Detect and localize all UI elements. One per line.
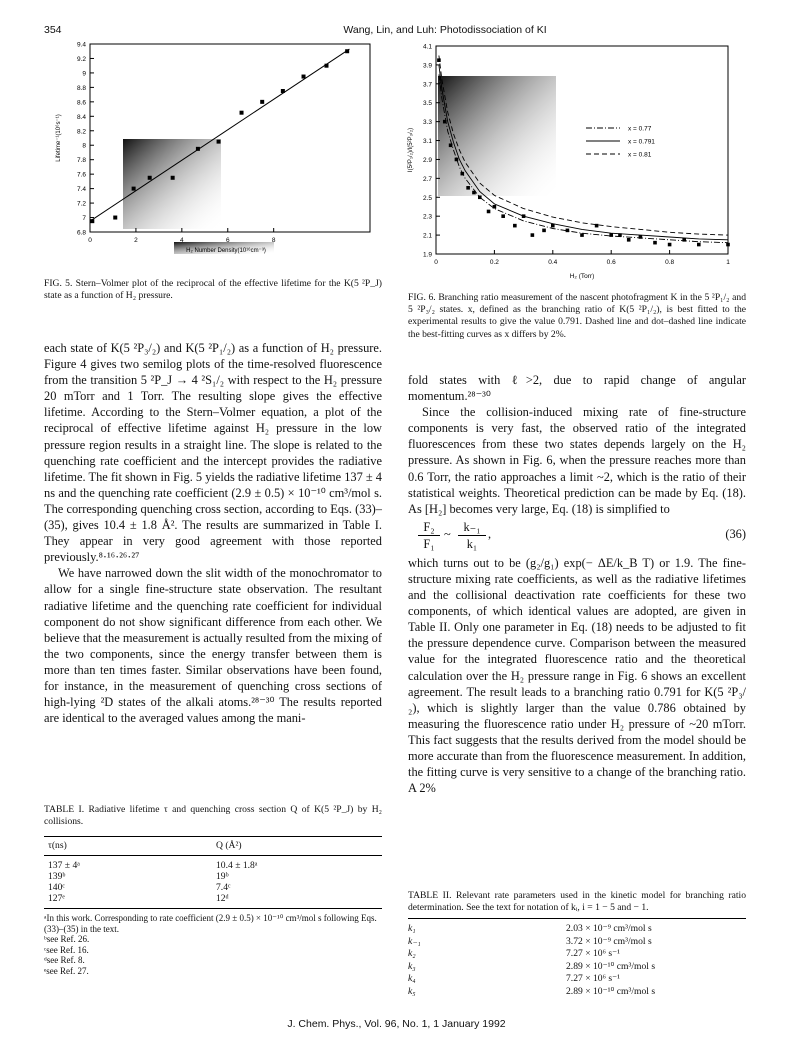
table-row [408,986,746,999]
equation-number: (36) [725,526,746,541]
legend-label: x = 0.77 [628,125,652,133]
table-cell: 2.03 × 10⁻⁹ cm³/mol s [566,923,652,934]
data-point [148,176,152,180]
data-point [697,243,701,247]
y-tick-label: 8.2 [76,128,86,136]
data-point [566,229,570,233]
table-1 [44,836,382,976]
data-point [472,191,476,195]
data-point [345,49,349,53]
table-cell: k₁ [408,923,416,934]
y-tick-label: 7.6 [76,171,86,179]
table-cell: k₅ [408,985,416,997]
data-point [90,219,94,223]
data-point [522,214,526,218]
table-cell: 19ᵇ [216,871,229,882]
data-point [437,58,441,62]
y-tick-label: 8 [82,142,86,150]
data-point [513,224,517,228]
y-tick-label: 3.1 [422,138,432,146]
x-tick-label: 0.2 [489,259,499,266]
data-point [627,238,631,242]
shading-artifact [123,139,221,229]
table-row [44,871,382,882]
data-point [682,238,686,242]
table-row [408,948,746,961]
table-footnote: ᵉsee Ref. 27. [44,965,89,976]
data-point [281,89,285,93]
y-tick-label: 8.4 [76,113,86,121]
table-cell: 10.4 ± 1.8ᵃ [216,860,258,871]
data-point [493,205,497,209]
table-row [44,860,382,871]
table-footnote: ᶜsee Ref. 16. [44,944,89,955]
table-cell: 12ᵈ [216,893,229,904]
table-1-body [44,860,382,904]
paragraph: Since the collision-induced mixing rate of fine-structure components is very fast, the observed ratio of the integrated fluorescences from these two states depends largely on the H₂ pressure. As shown in Fig. 6, when the pressure reaches more than 0.6 Torr, the ratio approaches a limit ~2, which is the ratio of their statistical weights. Theoretical prediction can be made by Eq. (18). As [H₂] becomes very large, Eq. (18) is simplified to [408,405,746,516]
y-tick-label: 9.4 [76,41,86,49]
data-point [260,100,264,104]
table-row [44,882,382,893]
data-point [639,235,643,239]
data-point [618,233,622,237]
data-point [324,64,328,68]
y-tick-label: 2.7 [422,175,432,183]
table-1-header: Q (Å²) [216,840,242,851]
figure-6-caption: FIG. 6. Branching ratio measurement of the nascent photofragment K in the 5 ²P₁/₂ and 5 ²P₃/₂ states. x, defined as the branching ratio of K(5 ²P₁/₂), is best fitted to the experimental results to give the value 0.791. Dashed line and dot–dashed line indicate the best-fitting curves as x differs by 2%. [408,292,746,340]
table-2 [408,918,746,998]
table-cell: k₂ [408,948,416,959]
legend-label: x = 0.81 [628,151,652,159]
data-point [653,241,657,245]
table-2-body [408,923,746,998]
y-tick-label: 7.2 [76,200,86,208]
paragraph: which turns out to be (g₂/g₁) exp(− ΔE/k_B T) or 1.9. The fine-structure mixing rate coefficients, as well as the radiative lifetimes and the collisional deactivation rate coefficients for these two components, of which identical values are adopted, are given in Table II. Only one parameter in Eq. (18) needs to be adjusted to fit the pressure dependence curve. Comparison between the measured value for the integrated fluorescence ratio and the theoretical calculation over the H₂ pressure range in Fig. 6 shows an excellent agreement. The result leads to a branching ratio 0.791 for K(5 ²P₃/₂), which is slightly larger than the value 0.786 obtained by measuring the fluorescence ratio under H₂ pressure of ~20 mTorr. This fact suggests that the results derived from the model should be more accurate than from the fluorescence measurement. In addition, the fitting curve is very sensitive to a change of the branching ratio. A 2% [408,555,746,796]
x-tick-label: 0 [434,259,438,266]
data-point [726,243,730,247]
data-point [466,186,470,190]
y-tick-label: 3.5 [422,100,432,108]
table-row [408,936,746,949]
data-point [302,75,306,79]
table-1-footnotes [44,908,382,976]
shading-artifact [438,76,556,196]
y-tick-label: 2.9 [422,156,432,164]
y-tick-label: 2.1 [422,232,432,240]
figure-6-chart [402,38,742,288]
y-axis-label: I(5²P₁/₂)/I(5²P₃/₂) [408,127,414,173]
y-tick-label: 1.9 [422,251,432,259]
eq-rhs-numerator: k₋₁ [458,519,486,536]
data-point [501,214,505,218]
table-row [44,893,382,904]
x-tick-label: 2 [134,237,138,244]
table-row [408,973,746,986]
table-footnote: ᵃIn this work. Corresponding to rate coefficient (2.9 ± 0.5) × 10⁻¹⁰ cm³/mol s following Eqs. (33)–(35) in the text. [44,913,377,934]
x-tick-label: 8 [271,237,276,244]
table-cell: k₋₁ [408,935,421,947]
x-axis-label: H₂ Number Density(10¹⁶cm⁻³) [186,248,266,254]
data-point [487,210,491,214]
eq-lhs-numerator: F₂ [418,519,440,536]
table-cell: 2.89 × 10⁻¹⁰ cm³/mol s [566,985,656,997]
table-row [408,961,746,974]
figure-5 [46,38,376,278]
table-row [408,923,746,936]
figure-6 [402,38,742,288]
table-2-caption: TABLE II. Relevant rate parameters used in the kinetic model for branching ratio determination. See the text for notation of kᵢ, i = 1 − 5 and − 1. [408,890,746,914]
figure-5-chart [46,38,376,278]
paragraph: each state of K(5 ²P₃/₂) and K(5 ²P₁/₂) as a function of H₂ pressure. Figure 4 gives two semilog plots of the time-resolved fluorescence from the transition 5 ²P_J → 4 ²S₁/₂ with respect to the H₂ pressure 20 mTorr and 1 Torr. The resulting slope gives the effective lifetime. According to the Stern–Volmer equation, a plot of the reciprocal of effective lifetime against H₂ pressure in the low pressure region results in a straight line. The slope is related to the quenching rate coefficient and the intercept provides the radiative lifetime. The fit shown in Fig. 5 yields the radiative lifetime 137 ± 4 ns and the quenching rate coefficient (2.9 ± 0.5) × 10⁻¹⁰ cm³/mol s. The corresponding quenching cross section, according to Eqs. (33)–(35), gives 10.4 ± 1.8 Å². The results are summarized in Table I. They appear in very good agreement with those reported previously.⁸·¹⁶·²⁶·²⁷ [44,341,382,565]
data-point [531,233,535,237]
data-point [449,143,453,147]
x-tick-label: 6 [225,237,230,244]
y-tick-label: 9 [82,70,86,78]
right-column-text [408,372,746,796]
data-point [196,147,200,151]
table-cell: 127ᵉ [48,893,65,904]
table-cell: 7.27 × 10⁶ s⁻¹ [566,973,621,984]
y-tick-label: 2.5 [422,194,432,202]
left-column-text [44,340,382,726]
table-footnote: ᵇsee Ref. 26. [44,934,90,944]
equation-36: $\frac{\text{F₂}}{\text{F₁}}$ ~ $\frac{\text{k₋₁}}{\text{k₁}}$ , (36) [408,517,746,555]
y-tick-label: 3.9 [422,62,432,70]
eq-lhs-denominator: F₁ [423,536,435,551]
data-point [171,176,175,180]
y-tick-label: 8.6 [76,99,86,107]
table-cell: 137 ± 4ᵃ [48,860,80,871]
data-point [595,224,599,228]
data-point [668,243,672,247]
paragraph: fold states with ℓ>2, due to rapid change of angular momentum.²⁸⁻³⁰ [408,373,746,404]
page-number: 354 [44,24,62,36]
y-tick-label: 6.8 [76,229,86,237]
data-point [609,233,613,237]
x-tick-label: 0 [88,237,92,244]
table-1-caption: TABLE I. Radiative lifetime τ and quenching cross section Q of K(5 ²P_J) by H₂ collisions. [44,804,382,828]
data-point [217,140,221,144]
table-cell: 3.72 × 10⁻⁹ cm³/mol s [566,935,652,947]
y-tick-label: 9.2 [76,55,86,63]
data-point [542,229,546,233]
data-point [443,120,447,124]
table-cell: 7.4ᶜ [216,882,231,893]
y-tick-label: 8.8 [76,84,86,92]
table-cell: 2.89 × 10⁻¹⁰ cm³/mol s [566,960,656,972]
y-tick-label: 3.7 [422,81,432,89]
table-cell: k₃ [408,960,416,972]
data-point [113,216,117,220]
data-point [240,111,244,115]
data-point [460,172,464,176]
table-cell: 139ᵇ [48,871,66,882]
x-tick-label: 1 [726,259,730,266]
y-tick-label: 4.1 [422,43,432,51]
paragraph: We have narrowed down the slit width of the monochromator to allow for a single fine-structure state observation. The resultant radiative lifetime and the quenching rate coefficient for individual component do not show significant difference from each other. We believe that the measurement is actually resulted from the mixing of the two components, since the energy transfer between them is more than ten times faster. Similar observations have been found, for instance, in the measurement of quenching cross sections of high-lying ²D states of the alkali atoms.²⁸⁻³⁰ The results reported are identical to the averaged values among the mani- [44,566,382,726]
journal-footer: J. Chem. Phys., Vol. 96, No. 1, 1 January 1992 [287,1018,506,1030]
y-axis-label: Lifetime⁻¹(10⁶s⁻¹) [56,114,62,162]
y-tick-label: 7.4 [76,186,86,194]
figure-5-caption: FIG. 5. Stern–Volmer plot of the reciprocal of the effective lifetime for the K(5 ²P_J) state as a function of H₂ pressure. [44,278,382,302]
y-tick-label: 7 [82,215,86,223]
table-1-header: τ(ns) [48,840,67,851]
table-footnote: ᵈsee Ref. 8. [44,955,85,965]
data-point [580,233,584,237]
data-point [551,224,555,228]
legend-label: x = 0.791 [628,138,655,146]
x-tick-label: 0.4 [548,259,558,266]
table-cell: k₄ [408,973,416,984]
y-tick-label: 2.3 [422,213,432,221]
x-tick-label: 4 [180,237,184,244]
table-cell: 140ᶜ [48,882,65,893]
x-tick-label: 0.8 [665,259,675,266]
y-tick-label: 7.8 [76,157,86,165]
eq-rhs-denominator: k₁ [466,536,478,551]
data-point [478,195,482,199]
x-tick-label: 0.6 [606,259,616,266]
running-title: Wang, Lin, and Luh: Photodissociation of KI [343,24,547,36]
y-tick-label: 3.3 [422,119,432,127]
data-point [132,187,136,191]
x-axis-label: H₂ (Torr) [569,273,595,280]
data-point [455,158,459,162]
table-cell: 7.27 × 10⁶ s⁻¹ [566,948,621,959]
